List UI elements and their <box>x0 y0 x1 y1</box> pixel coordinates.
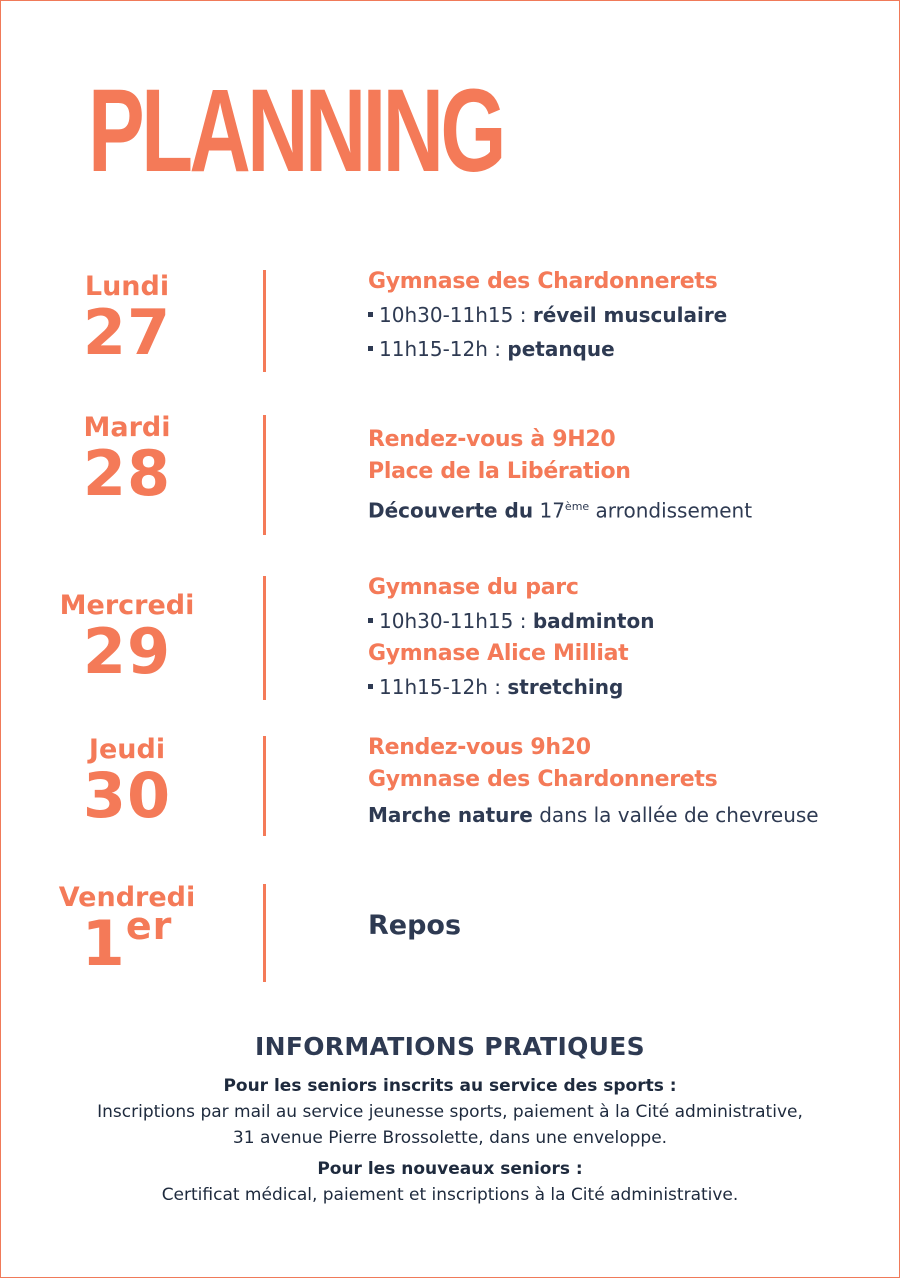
page-title: PLANNING <box>88 65 503 197</box>
rest-label: Repos <box>368 910 462 941</box>
day-name: Vendredi <box>58 882 196 913</box>
bullet-icon <box>368 312 373 317</box>
info-block-new <box>0 1156 900 1208</box>
activity-item <box>368 332 878 366</box>
separator: : <box>513 609 533 633</box>
activity-time: 11h15-12h <box>379 675 488 699</box>
day-number: 29 <box>82 615 172 688</box>
info-text: 31 avenue Pierre Brossolette, dans une enveloppe. <box>232 1128 668 1148</box>
activity-item <box>368 604 878 638</box>
desc-bold: Marche nature <box>368 803 533 827</box>
day-number <box>27 904 227 980</box>
bullet-icon <box>368 346 373 351</box>
activity-name: stretching <box>507 675 624 699</box>
info-block-registered <box>0 1073 900 1151</box>
desc-rest: dans la vallée de chevreuse <box>532 803 819 827</box>
day-number-sup: er <box>125 904 173 948</box>
activity-time: 10h30-11h15 <box>379 609 514 633</box>
activity-time: 11h15-12h <box>379 337 488 361</box>
info-text: Inscriptions par mail au service jeunesse sports, paiement à la Cité administrative, <box>97 1102 803 1122</box>
separator: : <box>487 337 508 361</box>
desc-bold: Découverte du <box>368 498 534 523</box>
divider <box>263 415 266 535</box>
monday-content <box>368 266 878 366</box>
divider <box>263 576 266 700</box>
place-label: Rendez-vous 9h20 <box>368 735 591 760</box>
activity-description <box>368 490 878 528</box>
day-name: Lundi <box>84 271 170 302</box>
separator: : <box>513 303 533 327</box>
bullet-icon <box>368 684 373 689</box>
place-label: Place de la Libération <box>368 459 631 484</box>
info-label: Pour les nouveaux seniors : <box>317 1159 583 1179</box>
separator: : <box>487 675 508 699</box>
info-label: Pour les seniors inscrits au service des sports : <box>223 1076 677 1096</box>
divider <box>263 270 266 372</box>
divider <box>263 736 266 836</box>
info-title: INFORMATIONS PRATIQUES <box>255 1032 645 1061</box>
thursday-content <box>368 732 878 832</box>
info-text: Certificat médical, paiement et inscriptions à la Cité administrative. <box>161 1185 739 1205</box>
day-name: Jeudi <box>88 734 166 765</box>
place-label: Gymnase des Chardonnerets <box>368 269 718 294</box>
activity-time: 10h30-11h15 <box>379 303 514 327</box>
day-wednesday <box>27 590 227 688</box>
day-number-value: 1 <box>81 907 126 980</box>
activity-item <box>368 670 878 704</box>
divider <box>263 884 266 982</box>
day-number: 30 <box>82 759 172 832</box>
bullet-icon <box>368 618 373 623</box>
day-thursday <box>27 734 227 832</box>
day-number: 27 <box>82 296 172 369</box>
place-label: Gymnase des Chardonnerets <box>368 767 718 792</box>
activity-name: réveil musculaire <box>532 303 728 327</box>
place-label: Gymnase du parc <box>368 575 579 600</box>
tuesday-content <box>368 424 878 528</box>
place-label: Gymnase Alice Milliat <box>368 641 629 666</box>
day-tuesday <box>27 412 227 510</box>
desc-sup: ème <box>564 500 590 513</box>
activity-name: petanque <box>507 337 615 361</box>
day-number: 28 <box>82 437 172 510</box>
day-friday <box>27 882 227 980</box>
day-name: Mardi <box>83 412 171 443</box>
day-name: Mercredi <box>59 590 195 621</box>
wednesday-content <box>368 572 878 704</box>
day-monday <box>27 271 227 369</box>
desc-rest: arrondissement <box>589 498 753 523</box>
activity-name: badminton <box>532 609 655 633</box>
activity-item <box>368 298 878 332</box>
desc-number: 17 <box>533 498 565 523</box>
friday-content <box>368 910 878 941</box>
activity-description <box>368 798 878 832</box>
place-label: Rendez-vous à 9H20 <box>368 427 616 452</box>
